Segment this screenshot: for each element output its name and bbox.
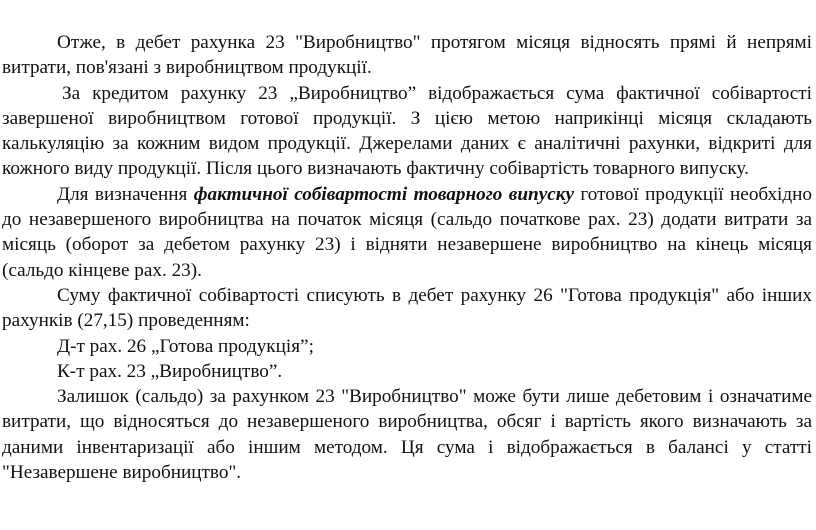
entry-credit: К-т рах. 23 „Виробництво”. <box>57 360 283 382</box>
paragraph-balance: Залишок (сальдо) за рахунком 23 "Виробництво" може бути лише дебетовим і означатиме витрати, що відносяться до незавершеного виробництва, обсяг і вартість якого визначають за даними інвентаризації або іншим методом. Ця сума і відображається в балансі у статті "Незавершене виробництво". <box>2 386 812 484</box>
paragraph-actual-cost-start: Для визначення <box>57 183 194 205</box>
entry-debit: Д-т рах. 26 „Готова продукція”; <box>57 335 314 357</box>
paragraph-write-off: Суму фактичної собівартості списують в дебет рахунку 26 "Готова продукція" або інших рахунків (27,15) проведенням: <box>2 284 812 332</box>
paragraph-actual-cost <box>2 182 812 283</box>
paragraph-debit-account-23: Отже, в дебет рахунка 23 "Виробництво" протягом місяця відносять прямі й непрямі витрати, пов'язані з виробництвом продукції. <box>2 32 812 79</box>
paragraph-actual-cost-end: готової продукції необхідно до незавершеного виробництва на початок місяця (сальдо початкове рах. 23) додати витрати за місяць (оборот за дебетом рахунку 23) і відняти незавершене виробництво на кінець місяця (сальдо кінцеве рах. 23). <box>2 183 812 281</box>
paragraph-credit-account-23: За кредитом рахунку 23 „Виробництво” відображається сума фактичної собівартості завершеної виробництвом готової продукції. З цією метою наприкінці місяця складають калькуляцію за кожним видом продукції. Джерелами даних є аналітичні рахунки, відкриті для кожного виду продукції. Після цього визначають фактичну собівартість товарного випуску. <box>2 82 812 180</box>
emphasis-actual-cost: фактичної собівартості товарного випуску <box>193 183 574 205</box>
